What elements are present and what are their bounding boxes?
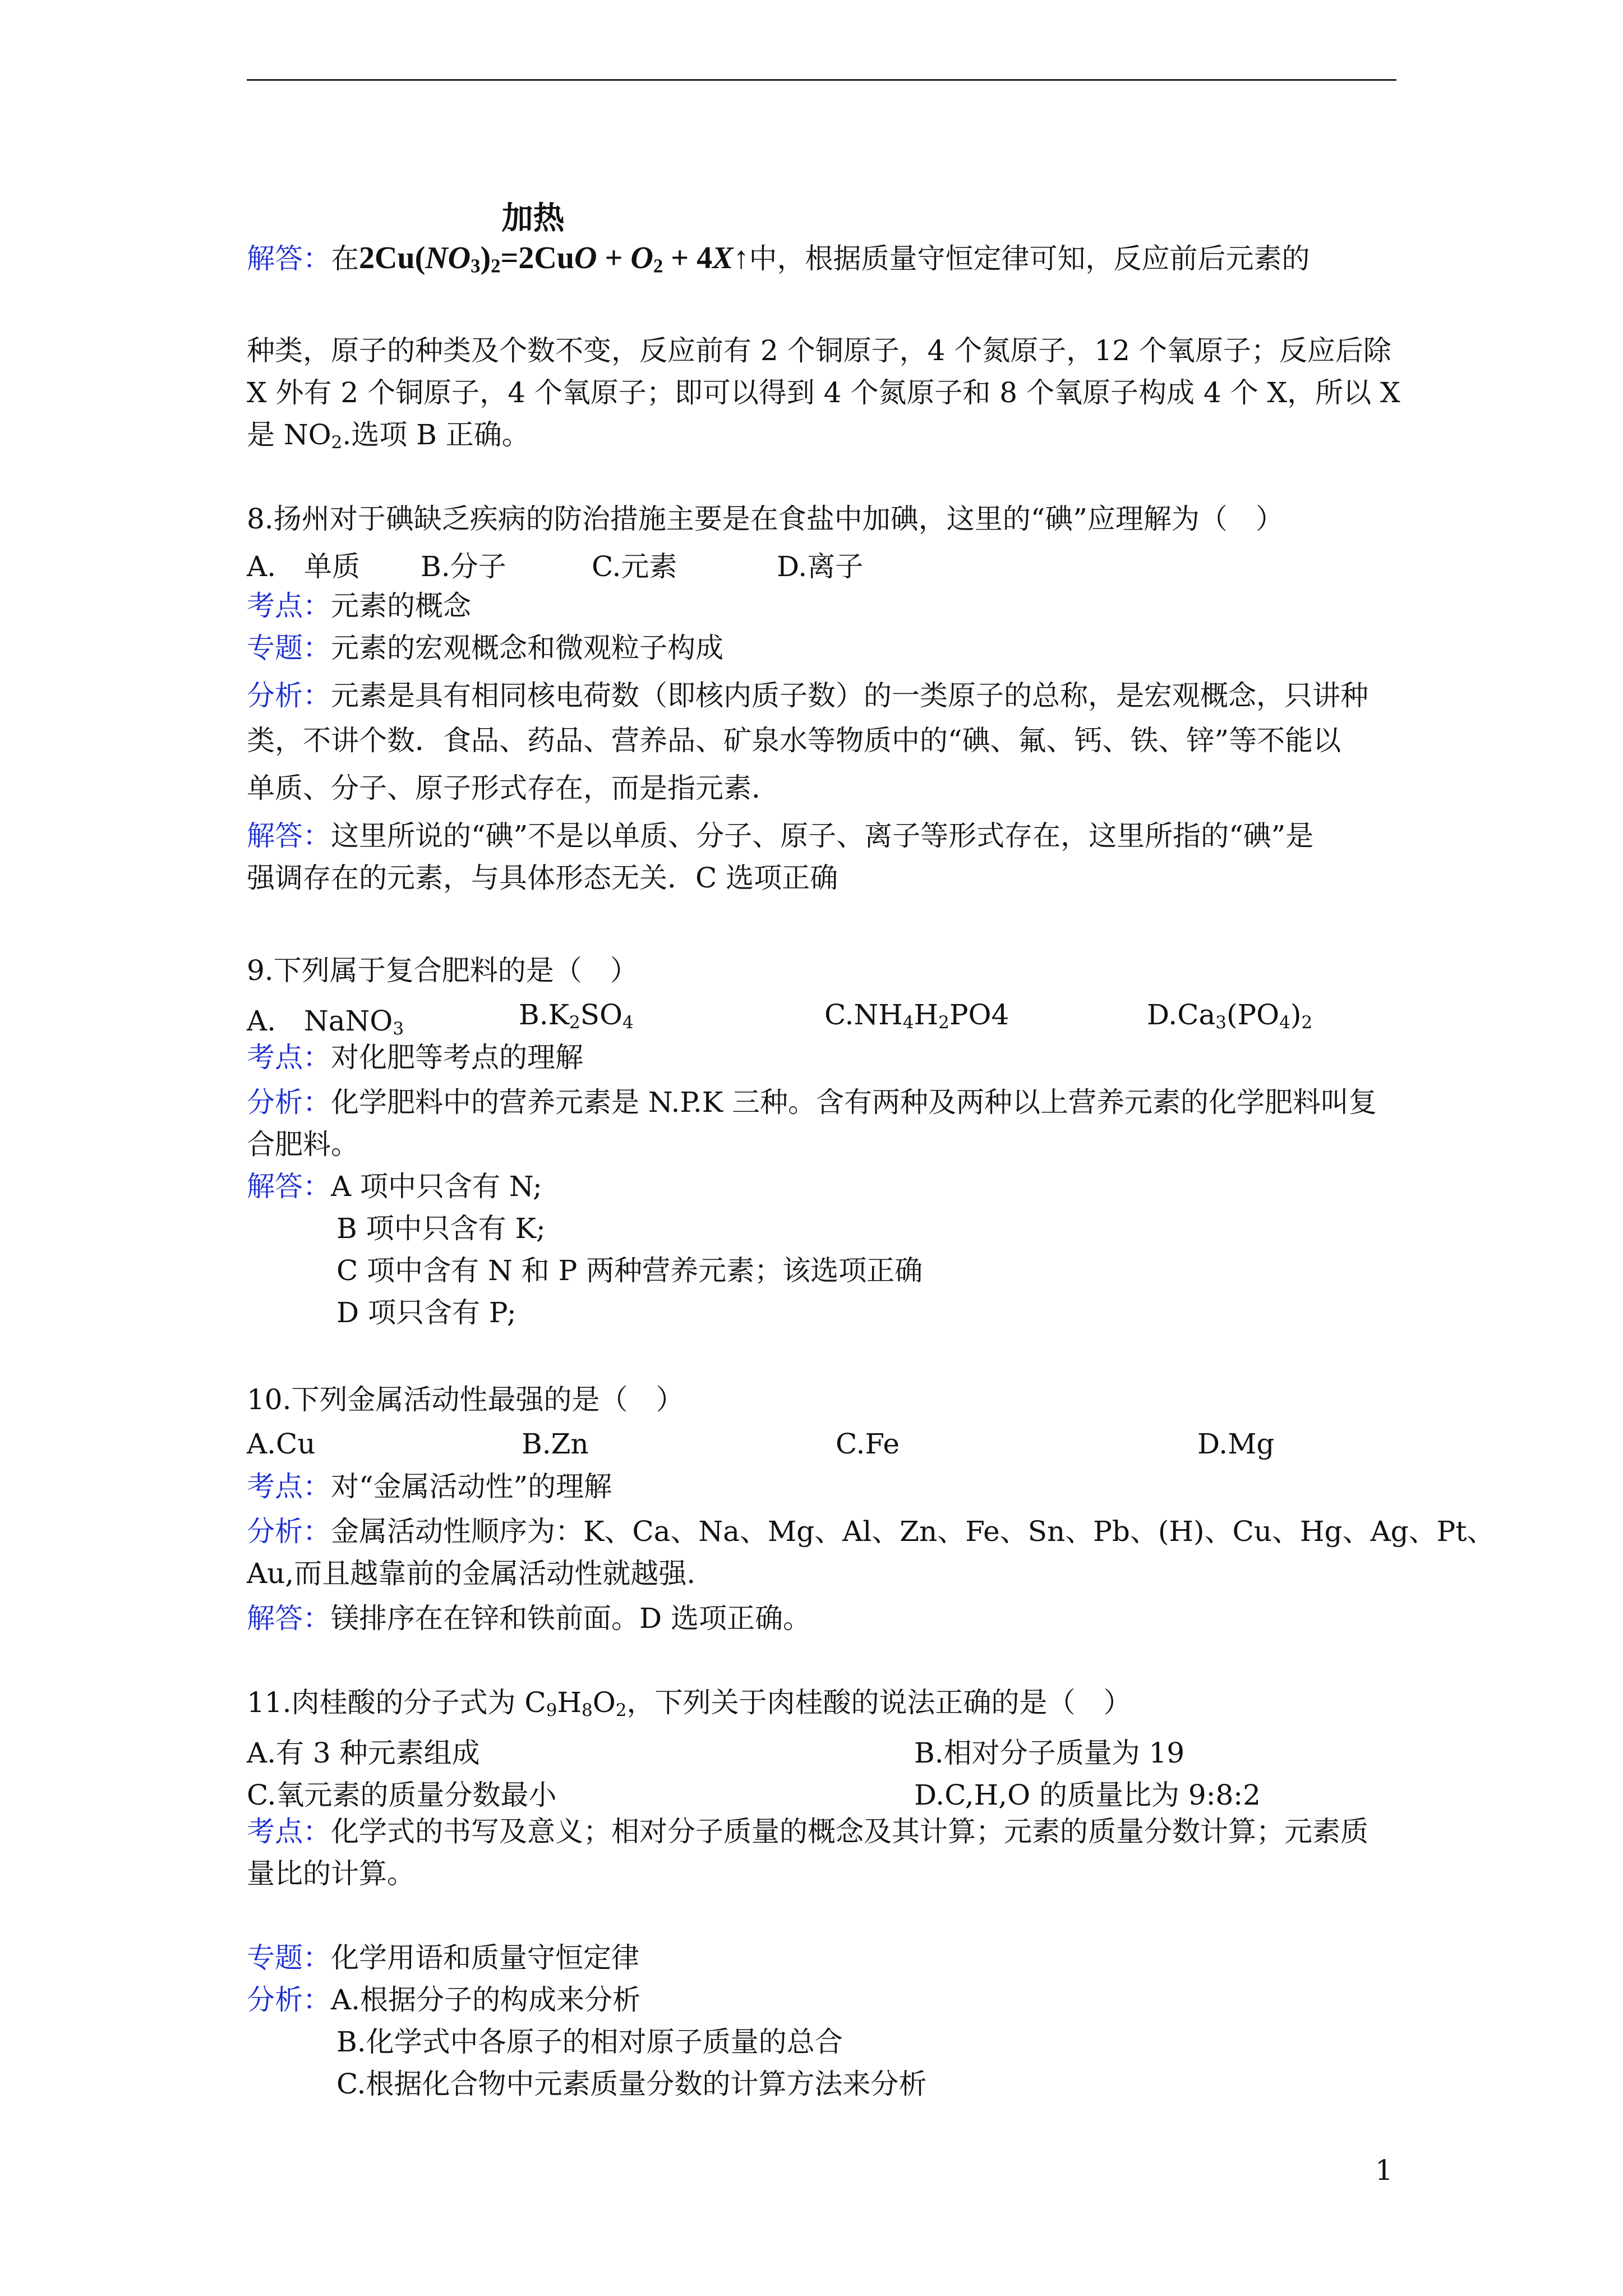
- fenxi-text: 金属活动性顺序为：K、Ca、Na、Mg、Al、Zn、Fe、Sn、Pb、(H)、Cu、Hg、Ag、Pt、: [331, 1515, 1495, 1548]
- opt-text: B.K: [519, 999, 569, 1031]
- q8-option-d: D.离子: [777, 550, 864, 583]
- formula-sub: 2: [938, 1012, 949, 1033]
- jieda-label: 解答：: [247, 820, 331, 852]
- q10-jieda: [247, 1602, 811, 1635]
- q8-fenxi-line: 单质、分子、原子形式存在，而是指元素．: [247, 772, 780, 804]
- eq-part: X: [712, 241, 734, 275]
- formula-sub: 4: [622, 1012, 634, 1033]
- q10-stem: 10.下列金属活动性最强的是（ ）: [247, 1383, 684, 1416]
- formula-sub: 3: [1215, 1012, 1227, 1033]
- kaodian-label: 考点：: [247, 1041, 331, 1074]
- eq-sub: 2: [491, 255, 501, 277]
- answer-text: .选项 B 正确。: [342, 418, 530, 451]
- eq-part: O: [630, 241, 653, 275]
- eq-part: + 4: [663, 241, 713, 275]
- stem-text: O: [592, 1686, 616, 1719]
- jieda-text: A 项中只含有 N;: [331, 1170, 542, 1203]
- q10-option-a: A.Cu: [247, 1428, 316, 1460]
- jieda-text: 这里所说的“碘”不是以单质、分子、原子、离子等形式存在，这里所指的“碘”是: [331, 820, 1314, 852]
- stem-text: ，下列关于肉桂酸的说法正确的是（ ）: [626, 1686, 1132, 1719]
- answer-text: 在: [331, 242, 359, 275]
- formula-sub: 3: [393, 1018, 404, 1039]
- q11-option-d: D.C,H,O 的质量比为 9:8:2: [914, 1779, 1261, 1811]
- eq-part: 2Cu(: [359, 241, 426, 275]
- q9-fenxi-line: 合肥料。: [247, 1128, 359, 1161]
- kaodian-text: 化学式的书写及意义；相对分子质量的概念及其计算；元素的质量分数计算；元素质: [331, 1815, 1368, 1848]
- eq-part: O: [574, 241, 597, 275]
- q8-option-b: B.分子: [421, 550, 506, 583]
- eq-part: ): [480, 241, 491, 275]
- answer-text-line: [247, 418, 530, 452]
- q9-option-d: [1147, 999, 1312, 1031]
- answer-text: 是 NO: [247, 418, 331, 451]
- eq-part: NO: [425, 241, 471, 275]
- fenxi-text: A.根据分子的构成来分析: [331, 1984, 641, 2016]
- eq-sub: 2: [653, 255, 663, 277]
- opt-text: H: [914, 999, 939, 1031]
- fenxi-text: 化学肥料中的营养元素是 N.P.K 三种。含有两种及两种以上营养元素的化学肥料叫复: [331, 1086, 1377, 1119]
- kaodian-label: 考点：: [247, 1470, 331, 1503]
- q11-kaodian: [247, 1815, 1368, 1848]
- fenxi-label: 分析：: [247, 679, 331, 712]
- q10-kaodian: [247, 1470, 612, 1503]
- zhuanti-text: 化学用语和质量守恒定律: [331, 1941, 639, 1974]
- q11-kaodian-line: 量比的计算。: [247, 1857, 415, 1890]
- q8-fenxi: [247, 679, 1368, 712]
- formula-sub: 2: [569, 1012, 580, 1033]
- q8-option-c: C.元素: [592, 550, 677, 583]
- q8-option-a: A. 单质: [247, 550, 361, 583]
- answer-text: 中，根据质量守恒定律可知，反应前后元素的: [749, 242, 1310, 275]
- fenxi-label: 分析：: [247, 1984, 331, 2016]
- q11-zhuanti: [247, 1941, 639, 1975]
- page-number: 1: [1375, 2154, 1393, 2187]
- fenxi-text: 元素是具有相同核电荷数（即核内质子数）的一类原子的总称，是宏观概念，只讲种: [331, 679, 1368, 712]
- q9-option-c: [824, 999, 1009, 1031]
- q10-option-c: C.Fe: [836, 1428, 900, 1460]
- q9-jieda-line: D 项只含有 P;: [336, 1296, 517, 1329]
- q9-options: [247, 999, 1396, 1039]
- q9-jieda-line: C 项中含有 N 和 P 两种营养元素；该选项正确: [336, 1254, 923, 1287]
- q8-zhuanti: [247, 631, 723, 665]
- q10-option-d: D.Mg: [1197, 1428, 1275, 1460]
- formula-sub: 4: [902, 1012, 914, 1033]
- q11-option-a: A.有 3 种元素组成: [247, 1737, 480, 1769]
- q11-fenxi-line: B.化学式中各原子的相对原子质量的总合: [336, 2026, 843, 2058]
- q8-kaodian: [247, 589, 471, 623]
- gas-arrow-icon: ↑: [733, 241, 749, 275]
- eq-part: 2Cu: [518, 241, 575, 275]
- q10-fenxi-line: Au,而且越靠前的金属活动性就越强.: [247, 1557, 696, 1590]
- kaodian-label: 考点：: [247, 1815, 331, 1848]
- stem-text: H: [557, 1686, 582, 1719]
- q11-options-row1: [247, 1731, 1396, 1769]
- opt-text: C.NH: [824, 999, 903, 1031]
- q9-stem: 9.下列属于复合肥料的是（ ）: [247, 954, 638, 987]
- opt-text: (PO: [1227, 999, 1280, 1031]
- q8-jieda-line: 强调存在的元素，与具体形态无关．C 选项正确: [247, 862, 838, 894]
- q10-options: [247, 1428, 1396, 1461]
- formula-sub: 4: [1279, 1012, 1290, 1033]
- q8-options: [247, 544, 1396, 583]
- reaction-equation: [359, 201, 749, 277]
- fenxi-label: 分析：: [247, 1086, 331, 1119]
- q8-fenxi-line: 类，不讲个数．食品、药品、营养品、矿泉水等物质中的“碘、氟、钙、铁、锌”等不能以: [247, 724, 1341, 757]
- q10-fenxi: [247, 1515, 1495, 1548]
- zhuanti-label: 专题：: [247, 1941, 331, 1974]
- opt-text: PO4: [949, 999, 1009, 1031]
- q11-fenxi: [247, 1983, 640, 2017]
- q9-option-a: [247, 999, 404, 1039]
- zhuanti-text: 元素的宏观概念和微观粒子构成: [331, 632, 723, 664]
- kaodian-text: 对“金属活动性”的理解: [331, 1470, 612, 1503]
- kaodian-text: 元素的概念: [331, 590, 471, 622]
- heating-label: 加热: [501, 201, 565, 236]
- header-rule: [247, 79, 1396, 81]
- q8-stem: 8.扬州对于碘缺乏疾病的防治措施主要是在食盐中加碘，这里的“碘”应理解为（ ）: [247, 503, 1284, 535]
- opt-text: A. NaNO: [247, 1005, 393, 1037]
- answer-text-line: 种类，原子的种类及个数不变，反应前有 2 个铜原子，4 个氮原子，12 个氧原子；反应后除: [247, 334, 1391, 367]
- q9-fenxi: [247, 1085, 1377, 1119]
- answer-equation-line: [247, 201, 1310, 277]
- eq-part: +: [597, 241, 631, 275]
- q10-option-b: B.Zn: [522, 1428, 589, 1460]
- formula-sub: 9: [546, 1700, 557, 1720]
- q11-option-b: B.相对分子质量为 19: [914, 1737, 1185, 1769]
- q9-jieda-line: B 项中只含有 K;: [336, 1212, 546, 1245]
- q9-option-b: [519, 999, 634, 1031]
- q11-fenxi-line: C.根据化合物中元素质量分数的计算方法来分析: [336, 2068, 927, 2100]
- q11-option-c: C.氧元素的质量分数最小: [247, 1779, 557, 1811]
- kaodian-text: 对化肥等考点的理解: [331, 1041, 583, 1074]
- jieda-text: 镁排序在在锌和铁前面。D 选项正确。: [331, 1602, 811, 1635]
- q11-options-row2: [247, 1773, 1396, 1811]
- q8-jieda: [247, 819, 1313, 853]
- formula-sub: 2: [1301, 1012, 1313, 1033]
- kaodian-label: 考点：: [247, 590, 331, 622]
- eq-sign: =: [500, 241, 519, 275]
- stem-text: 11.肉桂酸的分子式为 C: [247, 1686, 546, 1719]
- q9-jieda: [247, 1170, 542, 1203]
- zhuanti-label: 专题：: [247, 632, 331, 664]
- opt-text: SO: [580, 999, 623, 1031]
- formula-sub: 2: [615, 1700, 627, 1720]
- formula-sub: 8: [582, 1700, 593, 1720]
- q11-stem: [247, 1686, 1131, 1719]
- opt-text: ): [1290, 999, 1302, 1031]
- eq-sub: 3: [471, 255, 481, 277]
- jieda-label: 解答：: [247, 1602, 331, 1635]
- q9-kaodian: [247, 1041, 583, 1074]
- opt-text: D.Ca: [1147, 999, 1216, 1031]
- answer-label: 解答：: [247, 242, 331, 275]
- formula-sub: 2: [331, 432, 343, 453]
- fenxi-label: 分析：: [247, 1515, 331, 1548]
- answer-text-line: X 外有 2 个铜原子，4 个氧原子；即可以得到 4 个氮原子和 8 个氧原子构成 4 个 X，所以 X: [247, 376, 1400, 409]
- jieda-label: 解答：: [247, 1170, 331, 1203]
